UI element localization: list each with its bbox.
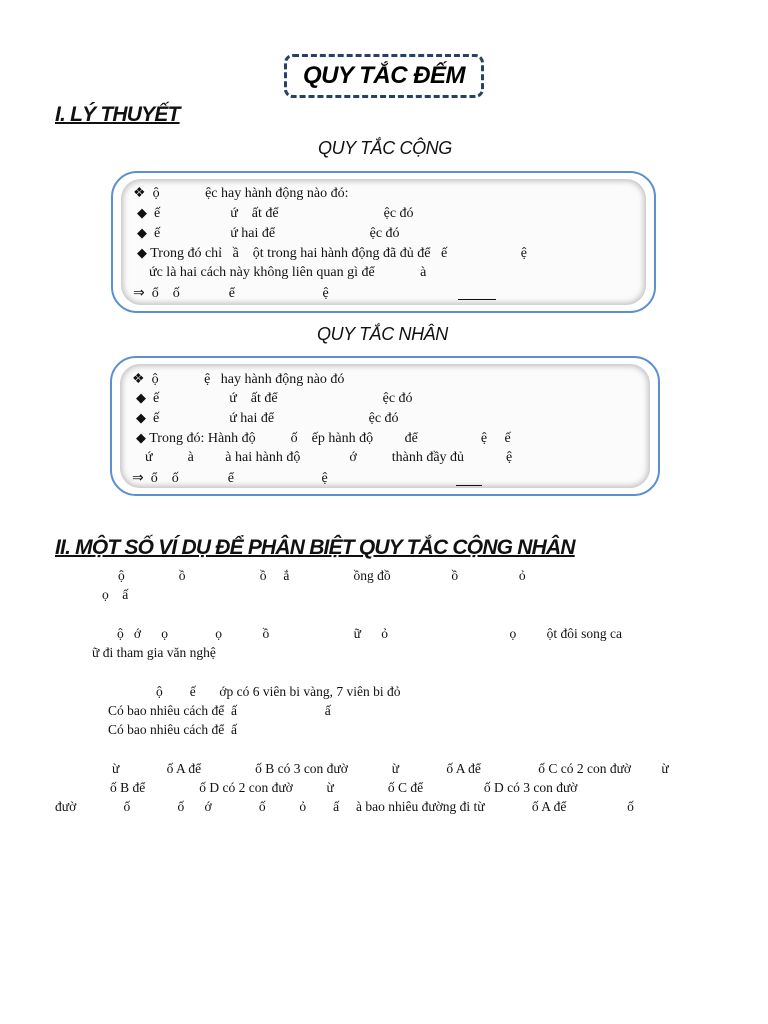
example-4-line-1: ừ ố A để ố B có 3 con đườ ừ ố A để ố C có 2 con đườ ừ xyxy=(112,761,669,776)
section-2-heading: II. MỘT SỐ VÍ DỤ ĐỂ PHÂN BIỆT QUY TẮC CỘNG NHÂN xyxy=(55,536,575,559)
rule-mul-line-4: ◆ Trong đó: Hành độ ố ếp hành độ để ệ ế xyxy=(136,430,511,446)
rule-add-line-6: ⇒ ổ ố ể ệ xyxy=(133,286,329,301)
answer-blank xyxy=(456,485,482,486)
page-title: QUY TẮC ĐẾM xyxy=(302,62,466,89)
title-box xyxy=(284,54,484,98)
example-3-line-3: Có bao nhiêu cách để ấ xyxy=(108,722,237,737)
rule-add-line-1: ❖ ộ ệc hay hành động nào đó: xyxy=(133,186,349,201)
example-1-line-2: ọ ấ xyxy=(102,587,129,602)
example-3-line-1: ộ ế ớp có 6 viên bi vàng, 7 viên bi đỏ xyxy=(156,684,401,699)
example-4-line-3: đườ ố ố ớ ố ỏ ấ à bao nhiêu đường đi từ ố A để ố xyxy=(55,799,634,814)
bullet-icon: ◆ xyxy=(136,430,146,445)
rule-mul-line-6: ⇒ ổ ố ể ệ xyxy=(132,471,328,486)
rule-mul-line-5: ứ à à hai hành độ ớ thành đầy đủ ệ xyxy=(145,450,513,465)
example-1-line-1: ộ ồ ồ ắ ồng đồ ồ ỏ xyxy=(118,568,526,583)
implies-arrow-icon: ⇒ xyxy=(133,286,145,301)
answer-blank xyxy=(458,299,496,300)
rule-add-box xyxy=(111,171,656,313)
bullet-icon: ◆ xyxy=(137,205,147,220)
bullet-icon: ◆ xyxy=(136,390,146,405)
section-1-heading: I. LÝ THUYẾT xyxy=(55,103,180,126)
diamond-bullet-icon: ❖ xyxy=(132,372,145,387)
rule-mul-heading: QUY TẮC NHÂN xyxy=(317,324,448,344)
rule-add-line-3: ◆ ế ứ hai để ệc đó xyxy=(137,225,400,241)
example-4-line-2: ố B để ố D có 2 con đườ ừ ố C để ố D có 3 con đườ xyxy=(110,780,578,795)
example-2-line-1: ộ ớ ọ ọ ồ ữ ỏ ọ ột đôi song ca xyxy=(117,626,622,641)
diamond-bullet-icon: ❖ xyxy=(133,186,146,201)
rule-mul-line-1: ❖ ộ ệ hay hành động nào đó xyxy=(132,372,345,387)
bullet-icon: ◆ xyxy=(136,410,146,425)
implies-arrow-icon: ⇒ xyxy=(132,471,144,486)
rule-mul-box xyxy=(110,356,660,496)
rule-add-heading: QUY TẮC CỘNG xyxy=(318,138,452,158)
rule-mul-line-3: ◆ ế ứ hai để ệc đó xyxy=(136,410,399,426)
bullet-icon: ◆ xyxy=(137,245,147,260)
example-3-line-2: Có bao nhiêu cách để ấ ấ xyxy=(108,703,331,718)
rule-add-line-5: ức là hai cách này không liên quan gì để à xyxy=(149,265,427,280)
bullet-icon: ◆ xyxy=(137,225,147,240)
rule-mul-line-2: ◆ ế ứ ất để ệc đó xyxy=(136,390,413,406)
rule-add-line-4: ◆ Trong đó chỉ ầ ột trong hai hành động đã đủ để ế ệ xyxy=(137,245,527,261)
rule-add-line-2: ◆ ế ứ ất để ệc đó xyxy=(137,205,414,221)
example-2-line-2: ữ đi tham gia văn nghệ xyxy=(92,645,216,660)
